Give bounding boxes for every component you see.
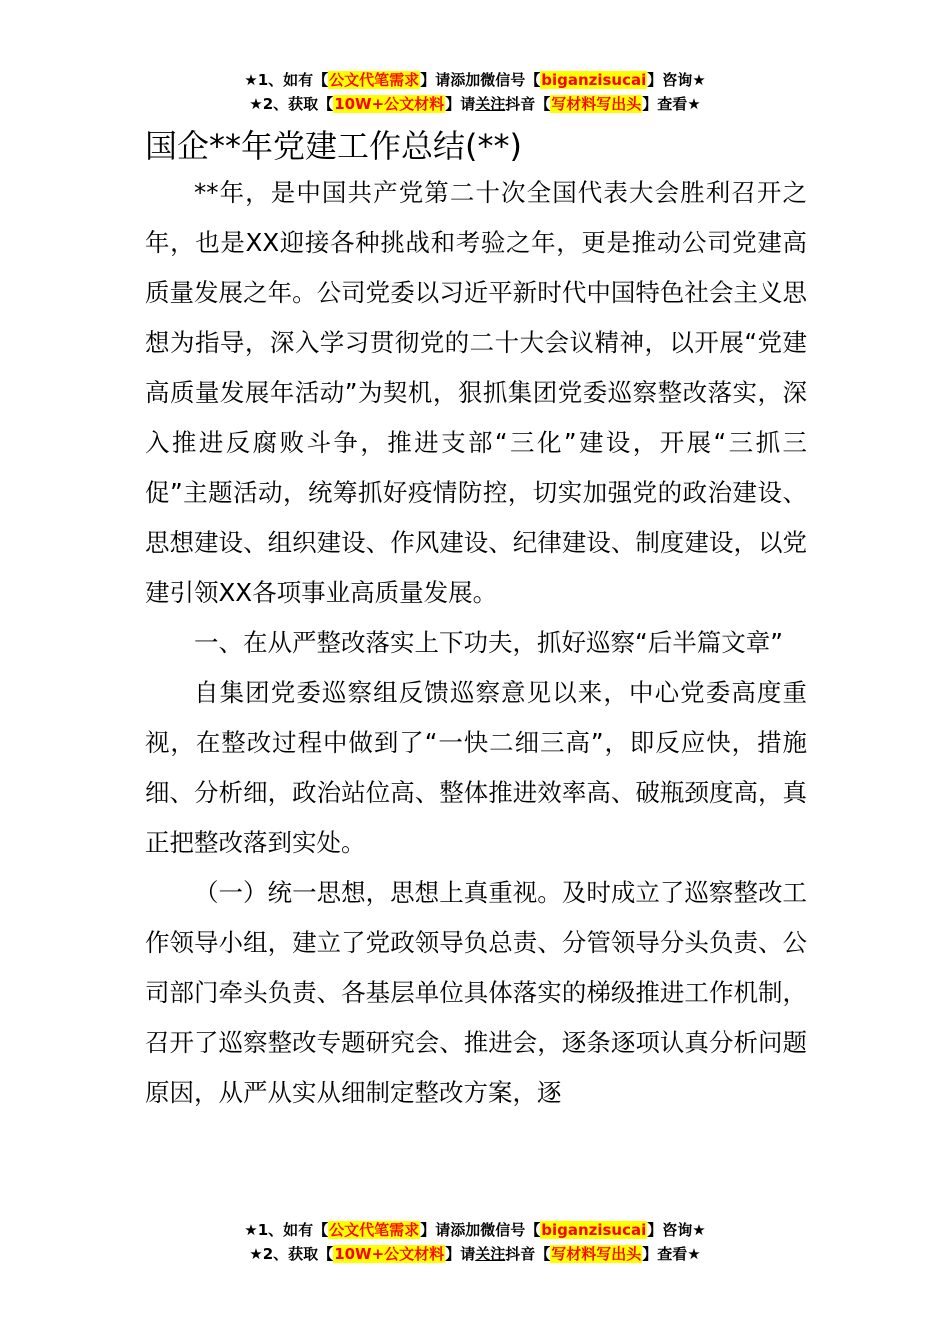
promo-line-2 [0, 92, 950, 116]
promo-highlight: 写材料写出头 [551, 95, 642, 113]
promo-text: ★1、如有【 [244, 71, 329, 89]
paragraph-subsection-1: （一）统一思想，思想上真重视。及时成立了巡察整改工作领导小组，建立了党政领导负总责、分管领导分头负责、公司部门牵头负责、各基层单位具体落实的梯级推进工作机制，召开了巡察整改专题研究会、推进会，逐条逐项认真分析问题原因，从严从实从细制定整改方案，逐 [145, 878, 807, 1107]
promo-text: 抖音【 [505, 95, 551, 113]
promo-underlined-text: 关注 [475, 95, 506, 113]
promo-banner-bottom [0, 1218, 950, 1266]
promo-highlight: 公文代笔需求 [329, 71, 420, 89]
paragraph-section-1: 自集团党委巡察组反馈巡察意见以来，中心党委高度重视，在整改过程中做到了“一快二细三高”，即反应快，措施细、分析细，政治站位高、整体推进效率高、破瓶颈度高，真正把整改落到实处。 [145, 678, 807, 857]
document-body [145, 124, 807, 1118]
promo-text: ★2、获取【 [249, 1245, 334, 1263]
promo-wechat-id: biganzisucai [541, 71, 647, 89]
promo-highlight: 10W+公文材料 [334, 95, 445, 113]
promo-text: 抖音【 [505, 1245, 551, 1263]
promo-text: 】请 [445, 95, 476, 113]
document-title: 国企**年党建工作总结(**) [145, 127, 522, 165]
promo-text: 】查看★ [642, 1245, 701, 1263]
promo-text: ★2、获取【 [249, 95, 334, 113]
paragraph-intro: **年，是中国共产党第二十次全国代表大会胜利召开之年，也是XX迎接各种挑战和考验之年，更是推动公司党建高质量发展之年。公司党委以习近平新时代中国特色社会主义思想为指导，深入学习贯彻党的二十大会议精神，以开展“党建高质量发展年活动”为契机，狠抓集团党委巡察整改落实，深入推进反腐败斗争，推进支部“三化”建设，开展“三抓三促”主题活动，统筹抓好疫情防控，切实加强党的政治建设、思想建设、组织建设、作风建设、纪律建设、制度建设，以党建引领XX各项事业高质量发展。 [145, 178, 807, 607]
promo-line-1 [0, 1218, 950, 1242]
promo-wechat-id: biganzisucai [541, 1221, 647, 1239]
promo-text: 】请添加微信号【 [420, 71, 541, 89]
section-heading-1: 一、在从严整改落实上下功夫，抓好巡察“后半篇文章” [194, 628, 783, 657]
promo-highlight: 10W+公文材料 [334, 1245, 445, 1263]
promo-text: ★1、如有【 [244, 1221, 329, 1239]
promo-text: 】咨询★ [647, 71, 706, 89]
promo-highlight: 公文代笔需求 [329, 1221, 420, 1239]
promo-underlined-text: 关注 [475, 1245, 506, 1263]
promo-line-2 [0, 1242, 950, 1266]
promo-text: 】咨询★ [647, 1221, 706, 1239]
promo-highlight: 写材料写出头 [551, 1245, 642, 1263]
promo-line-1 [0, 68, 950, 92]
promo-banner-top [0, 68, 950, 116]
promo-text: 】请添加微信号【 [420, 1221, 541, 1239]
promo-text: 】请 [445, 1245, 476, 1263]
promo-text: 】查看★ [642, 95, 701, 113]
